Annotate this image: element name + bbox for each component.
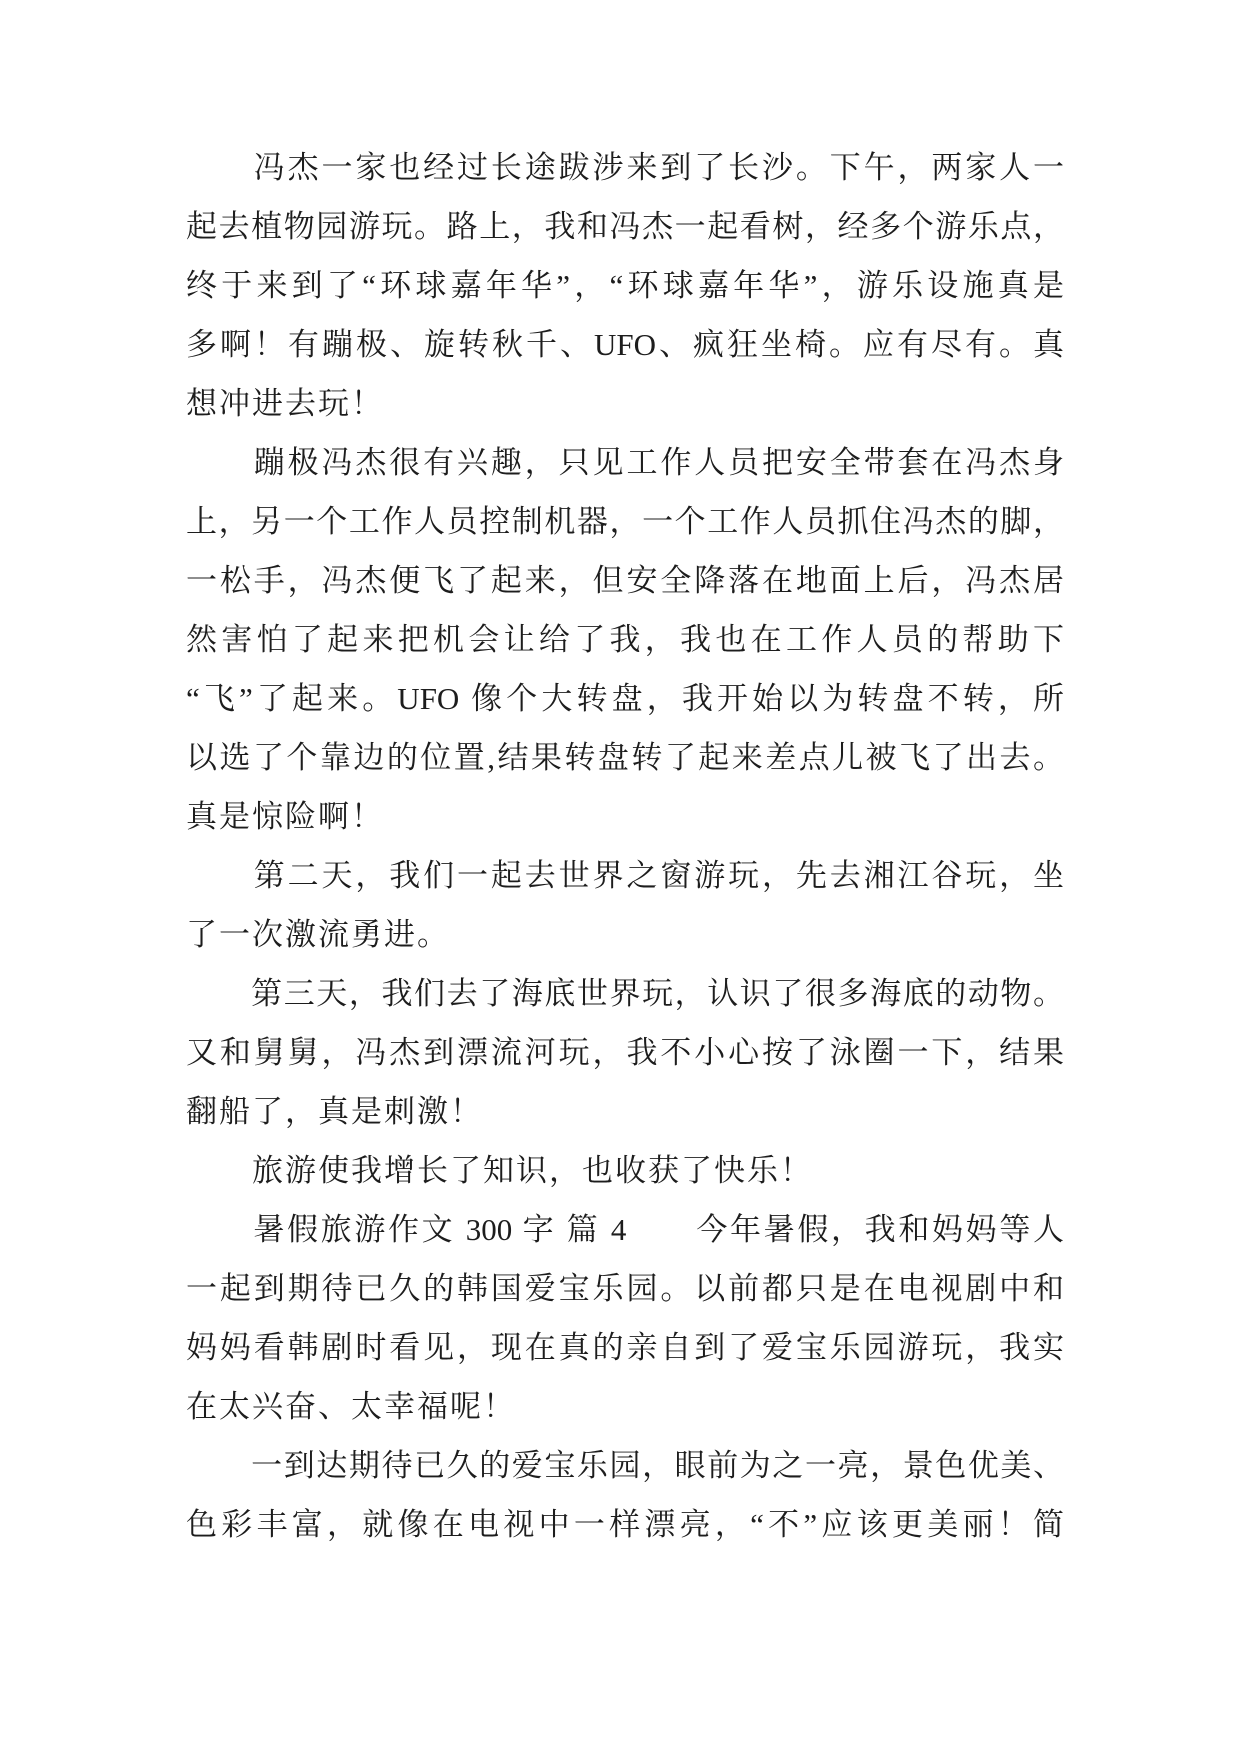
text-line: 一到达期待已久的爱宝乐园，眼前为之一亮，景色优美、 [186, 1448, 1064, 1483]
text-line: 色彩丰富，就像在电视中一样漂亮，“不”应该更美丽！简 [186, 1507, 1064, 1542]
text-line: 终于来到了“环球嘉年华”，“环球嘉年华”，游乐设施真是 [186, 268, 1064, 303]
text-line: 了一次激流勇进。 [186, 917, 450, 952]
text-line: 上，另一个工作人员控制机器，一个工作人员抓住冯杰的脚， [186, 504, 1064, 539]
text-line: 第三天，我们去了海底世界玩，认识了很多海底的动物。 [186, 976, 1064, 1011]
text-line: 暑假旅游作文 300 字 篇 4 今年暑假，我和妈妈等人 [186, 1212, 1064, 1247]
text-line: 旅游使我增长了知识，也收获了快乐！ [186, 1153, 813, 1188]
text-line: 又和舅舅，冯杰到漂流河玩，我不小心按了泳圈一下，结果 [186, 1035, 1064, 1070]
text-block [186, 138, 1064, 1554]
text-line: 蹦极冯杰很有兴趣，只见工作人员把安全带套在冯杰身 [186, 445, 1064, 480]
text-line: 冯杰一家也经过长途跋涉来到了长沙。下午，两家人一 [186, 150, 1064, 185]
text-line: 起去植物园游玩。路上，我和冯杰一起看树，经多个游乐点， [186, 209, 1064, 244]
text-line: 想冲进去玩！ [186, 386, 384, 421]
text-line: 多啊！有蹦极、旋转秋千、UFO、疯狂坐椅。应有尽有。真 [186, 327, 1064, 362]
text-line: 一松手，冯杰便飞了起来，但安全降落在地面上后，冯杰居 [186, 563, 1064, 598]
text-line: 在太兴奋、太幸福呢！ [186, 1389, 516, 1424]
text-line: 妈妈看韩剧时看见，现在真的亲自到了爱宝乐园游玩，我实 [186, 1330, 1064, 1365]
text-line: 然害怕了起来把机会让给了我，我也在工作人员的帮助下 [186, 622, 1064, 657]
text-line: 真是惊险啊！ [186, 799, 384, 834]
text-line: 第二天，我们一起去世界之窗游玩，先去湘江谷玩，坐 [186, 858, 1064, 893]
text-line: 翻船了，真是刺激！ [186, 1094, 483, 1129]
text-line: 以选了个靠边的位置,结果转盘转了起来差点儿被飞了出去。 [186, 740, 1064, 775]
text-line: 一起到期待已久的韩国爱宝乐园。以前都只是在电视剧中和 [186, 1271, 1064, 1306]
text-line: “飞”了起来。UFO 像个大转盘，我开始以为转盘不转，所 [186, 681, 1064, 716]
